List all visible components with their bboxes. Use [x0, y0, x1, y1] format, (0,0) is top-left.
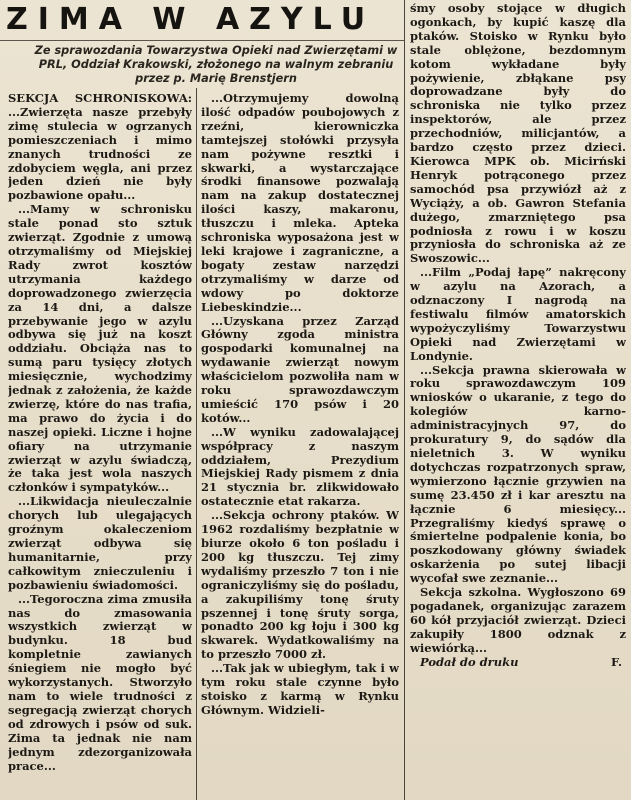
section-lead: ...Sekcja prawna: [420, 362, 530, 377]
paragraph: [201, 92, 399, 315]
paragraph: [8, 593, 192, 774]
paragraph-text: śmy osoby stojące w długich ogonkach, by kupić kaszę dla ptaków. Stoisko w Rynku było stale oblężone, bezdomnym kotom wykładane były pożywienie, zbłąkane psy doprowadzane były do schroniska nie tylko przez inspektorów, ale przez przechodniów, milicjantów, a bardzo często przez dzieci. Kierowca MPK ob. Micirński Henryk potrąconego przez samochód psa przywiózł aż z Wyciąży, a ob. Gawron Stefania dużego, zmarzniętego psa podniosła z rowu i w koszu przyniosła do schroniska aż ze Swoszowic...: [410, 2, 626, 266]
headline-rule: [0, 40, 404, 41]
headline: ZIMA W AZYLU: [6, 2, 376, 37]
paragraph-text: W 1962 rozdaliśmy bezpłatnie w biurze około 6 ton pośladu i 200 kg tłuszczu. Tej zimy wydaliśmy przeszło 7 ton i nie ograniczyliśmy się do pośladu, a zakupiliśmy tonę śruty pszennej i tonę śruty sorga, ponadto 200 kg łoju i 300 kg skwarek. Wydatkowaliśmy na to przeszło 7000 zł.: [201, 508, 399, 662]
paragraph: [201, 509, 399, 662]
paragraph: [201, 426, 399, 509]
paragraph-text: ...Tegoroczna zima zmusiła nas do zmasowania wszystkich zwierząt w budynku. 18 bud kompletnie zawianych śniegiem nie mogło być wykorzystanych. Stworzyło nam to wiele trudności z segregacją zwierząt chorych od zdrowych i psów od suk. Zima ta jednak nie nam jednym zdezorganizowała prace...: [8, 591, 192, 773]
signoff-line: [410, 656, 626, 670]
paragraph: [8, 92, 192, 203]
paragraph-text: ...Mamy w schronisku stale ponad sto sztuk zwierząt. Zgodnie z umową otrzymaliśmy od Miejskiej Rady zwrot kosztów utrzymania każdego doprowadzonego zwierzęcia za 14 dni, a dalsze przebywanie jego w azylu odbywa się już na koszt oddziału. Obciąża nas to sumą paru tysięcy złotych miesięcznie, wychodzimy jednak z założenia, że każde zwierzę, które do nas trafia, ma prawo do życia i do naszej opieki. Liczne i hojne ofiary na utrzymanie zwierząt w azylu świadczą, że taka jest wola naszych członków i sympatyków...: [8, 202, 192, 495]
paragraph: [410, 364, 626, 587]
paragraph-text: ...Uzyskana przez Zarząd Główny zgoda ministra gospodarki komunalnej na wydawanie zwierząt nowym właścicielom pozwoliła nam w roku sprawozdawczym umieścić 170 psów i 20 kotów...: [201, 313, 399, 425]
subtitle: Ze sprawozdania Towarzystwa Opieki nad Zwierzętami w PRL, Oddział Krakowski, złożonego na walnym zebraniu przez p. Marię Brenstjern: [34, 44, 398, 85]
paragraph: [8, 203, 192, 495]
paragraph: [201, 315, 399, 426]
paragraph-text: „Podaj łapę” nakręcony w azylu na Azorach, a odznaczony I nagrodą na festiwalu filmów amatorskich wypożyczyliśmy Towarzystwu Opieki nad Zwierzętami w Londynie.: [410, 265, 626, 363]
paragraph-text: Wygłoszono 69 pogadanek, organizując zarazem 60 kół przyjaciół zwierząt. Dzieci zakupiły 1800 odznak z wiewiórką...: [410, 585, 626, 655]
section-lead: ...Sekcja ochrony ptaków.: [211, 508, 380, 523]
section-lead: SEKCJA SCHRONISKOWA:: [8, 92, 192, 105]
column-divider-2: [404, 0, 405, 800]
paragraph-text: ...Tak jak w ubiegłym, tak i w tym roku stale czynne było stoisko z karmą w Rynku Głównym. Widzieli-: [201, 661, 399, 717]
paragraph-text: ...Zwierzęta nasze przebyły zimę stulecia w ogrzanych pomieszczeniach i mimo znanych trudności ze zdobyciem węgla, ani przez jeden dzień nie były pozbawione opału...: [8, 104, 192, 203]
paragraph-text: ...W wyniku zadowalającej współpracy z naszym oddziałem, Prezydium Miejskiej Rady pismem z dnia 21 stycznia br. zlikwidowało ostatecznie etat rakarza.: [201, 424, 399, 509]
article-column-3: [410, 2, 626, 800]
signoff: Podał do druku: [420, 654, 519, 669]
paragraph-text: ...Likwidacja nieuleczalnie chorych lub ulegających groźnym okaleczeniom zwierząt odbywa się humanitarnie, przy całkowitym znieczuleniu i pozbawieniu świadomości.: [8, 494, 192, 592]
section-lead: Sekcja szkolna.: [420, 585, 522, 600]
paragraph: [410, 586, 626, 656]
author-signature: F.: [610, 654, 622, 669]
paragraph: [8, 495, 192, 592]
paragraph-text: skierowała w roku sprawozdawczym 109 wniosków o ukaranie, z tego do kolegiów karno-administracyjnych 97, do prokuratury 9, do sądów dla nieletnich 3. W wyniku dotychczas rozpatrzonych spraw, wymierzono łącznie grzywien na sumę 23.450 zł i kar aresztu na łącznie 6 miesięcy... Przegraliśmy kiedyś sprawę o śmiertelne podpalenie konia, bo poszkodowany główny świadek oskarżenia po sutej libacji wycofał swe zeznanie...: [410, 362, 626, 586]
paragraph: [410, 266, 626, 363]
column-divider-1: [196, 88, 197, 800]
article-column-1: [8, 92, 192, 800]
paragraph: [410, 2, 626, 266]
article-column-2: [201, 92, 399, 800]
paragraph: [201, 662, 399, 718]
section-lead: ...Film: [420, 265, 462, 280]
paragraph-text: ...Otrzymujemy dowolną ilość odpadów poubojowych z rzeźni, kierowniczka tamtejszej stołówki przysyła nam pożywne resztki i skwarki, a wystarczające środki finansowe pozwalają nam na zakup dostatecznej ilości kaszy, makaronu, tłuszczu i mleka. Apteka schroniska wyposażona jest w leki krajowe i zagraniczne, a bogaty zestaw narzędzi otrzymaliśmy w darze od wdowy po doktorze Liebeskindzie...: [201, 92, 399, 314]
